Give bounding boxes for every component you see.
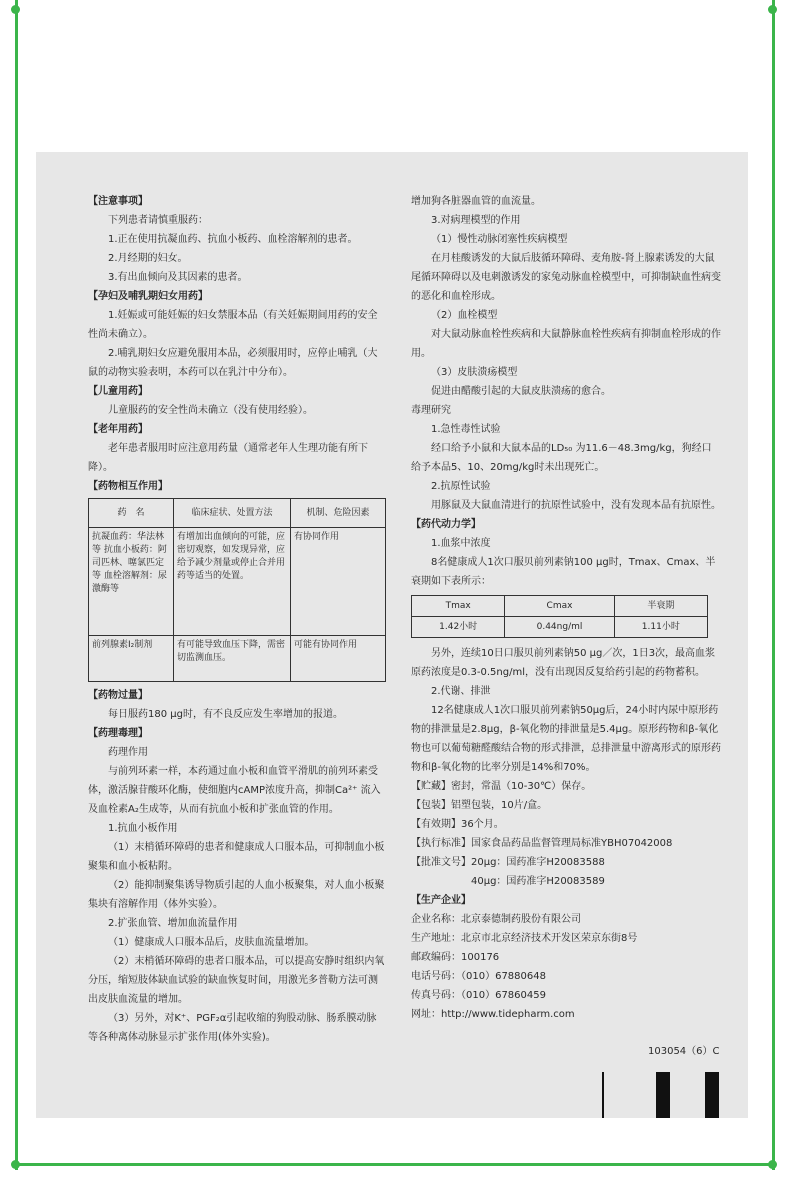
frame-top-dot-right xyxy=(768,5,777,14)
paragraph: （1）末梢循环障碍的患者和健康成人口服本品，可抑制血小板聚集和血小板粘附。 xyxy=(88,842,385,872)
pk-table-cell: 0.44ng/ml xyxy=(505,617,614,638)
paragraph: 1.血浆中浓度 xyxy=(431,538,491,549)
frame-right-line xyxy=(772,0,775,1170)
frame-left-line xyxy=(15,0,18,1170)
paragraph: 电话号码：（010）67880648 xyxy=(411,971,546,982)
paragraph: 传真号码：（010）67860459 xyxy=(411,990,546,1001)
left-column-text-continued xyxy=(88,686,386,1047)
paragraph: 网址：http://www.tidepharm.com xyxy=(411,1009,575,1020)
paragraph: （1）健康成人口服本品后，皮肤血流量增加。 xyxy=(108,937,315,948)
paragraph: 邮政编码：100176 xyxy=(411,952,500,963)
paragraph: 【贮藏】密封，常温（10-30℃）保存。 xyxy=(411,781,592,792)
left-column-text xyxy=(88,192,386,496)
right-column xyxy=(411,192,721,1024)
paragraph: 下列患者请慎重服药： xyxy=(108,215,208,226)
paragraph: 2.月经期的妇女。 xyxy=(108,253,188,264)
leaflet-paper xyxy=(36,152,748,1118)
paragraph: 增加狗各脏器血管的血流量。 xyxy=(411,196,541,207)
print-mark-bar xyxy=(705,1072,719,1118)
paragraph: 3.对病理模型的作用 xyxy=(431,215,521,226)
paragraph: 【执行标准】国家食品药品监督管理局标准YBH07042008 xyxy=(411,838,673,849)
paragraph: 生产地址：北京市北京经济技术开发区荣京东街8号 xyxy=(411,933,638,944)
frame-corner-dot-left xyxy=(11,1160,20,1169)
paragraph: 【有效期】36个月。 xyxy=(411,819,504,830)
paragraph: 2.代谢、排泄 xyxy=(431,686,491,697)
drug-table-header: 机制、危险因素 xyxy=(291,499,386,528)
paragraph: 企业名称：北京泰德制药股份有限公司 xyxy=(411,914,581,925)
drug-table-header: 药 名 xyxy=(89,499,174,528)
drug-table-cell: 可能有协同作用 xyxy=(291,636,386,682)
print-mark-bar xyxy=(656,1072,670,1118)
print-mark-bar xyxy=(602,1072,604,1118)
frame-bottom-line xyxy=(15,1163,775,1166)
paragraph: 1.正在使用抗凝血药、抗血小板药、血栓溶解剂的患者。 xyxy=(108,234,358,245)
drug-table-header: 临床症状、处置方法 xyxy=(174,499,291,528)
paragraph: 另外，连续10日口服贝前列素钠50 μg／次，1日3次，最高血浆原药浓度是0.3-0.5ng/ml，没有出现因反复给药引起的药物蓄积。 xyxy=(411,648,716,678)
section-heading: 【注意事项】 xyxy=(88,196,148,207)
paragraph: 儿童服药的安全性尚未确立（没有使用经验）。 xyxy=(108,405,313,416)
paragraph: （1）慢性动脉闭塞性疾病模型 xyxy=(431,234,568,245)
right-column-text xyxy=(411,192,721,591)
pk-table-header: 半衰期 xyxy=(614,596,707,617)
paragraph: 与前列环素一样，本药通过血小板和血管平滑肌的前列环素受体，激活腺苷酸环化酶，使细胞内cAMP浓度升高，抑制Ca²⁺ 流入及血栓素A₂生成等，从而有抗血小板和扩张血管的作用。 xyxy=(88,766,381,815)
paragraph: 40μg：国药准字H20083589 xyxy=(431,876,605,887)
pk-table-header: Cmax xyxy=(505,596,614,617)
pharmacokinetics-table xyxy=(411,595,708,638)
paragraph: 用豚鼠及大鼠血清进行的抗原性试验中，没有发现本品有抗原性。 xyxy=(431,500,721,511)
paragraph: 2.哺乳期妇女应避免服用本品，必须服用时，应停止哺乳（大鼠的动物实验表明，本药可以在乳汁中分布）。 xyxy=(88,348,378,378)
section-heading: 【药物过量】 xyxy=(88,690,148,701)
left-column xyxy=(88,192,386,1047)
paragraph: 老年患者服用时应注意用药量（通常老年人生理功能有所下降）。 xyxy=(88,443,368,473)
section-heading: 【老年用药】 xyxy=(88,424,148,435)
paragraph: 在月桂酸诱发的大鼠后肢循环障碍、麦角胺-肾上腺素诱发的大鼠尾循环障碍以及电刺激诱发的家兔动脉血栓模型中，可抑制缺血性病变的恶化和血栓形成。 xyxy=(411,253,721,302)
paragraph: （2）末梢循环障碍的患者口服本品，可以提高安静时组织内氧分压，缩短肢体缺血试验的缺血恢复时间，用激光多普勒方法可测出皮肤血流量的增加。 xyxy=(88,956,385,1005)
section-heading: 【儿童用药】 xyxy=(88,386,148,397)
paragraph: 促进由醋酸引起的大鼠皮肤溃疡的愈合。 xyxy=(431,386,611,397)
drug-table-cell: 有协同作用 xyxy=(291,528,386,636)
paragraph: 2.抗原性试验 xyxy=(431,481,491,492)
paragraph: 【批准文号】20μg：国药准字H20083588 xyxy=(411,857,605,868)
drug-table-cell: 有增加出血倾向的可能，应密切观察，如发现异常，应给予减少剂量或停止合并用药等适当的处置。 xyxy=(174,528,291,636)
paragraph: 1.抗血小板作用 xyxy=(108,823,178,834)
drug-table-cell: 有可能导致血压下降，需密切监测血压。 xyxy=(174,636,291,682)
section-heading: 【孕妇及哺乳期妇女用药】 xyxy=(88,291,208,302)
paragraph: 毒理研究 xyxy=(411,405,451,416)
paragraph: （3）皮肤溃疡模型 xyxy=(431,367,518,378)
drug-interaction-table xyxy=(88,498,386,682)
drug-table-cell: 前列腺素I₂制剂 xyxy=(89,636,174,682)
paragraph: 药理作用 xyxy=(108,747,148,758)
paragraph: （2）能抑制聚集诱导物质引起的人血小板聚集，对人血小板聚集块有溶解作用（体外实验）。 xyxy=(88,880,385,910)
paragraph: 8名健康成人1次口服贝前列素钠100 μg时，Tmax、Cmax、半衰期如下表所示： xyxy=(411,557,716,587)
paragraph: 1.妊娠或可能妊娠的妇女禁服本品（有关妊娠期间用药的安全性尚未确立）。 xyxy=(88,310,378,340)
pk-table-cell: 1.42小时 xyxy=(412,617,505,638)
frame-top-dot-left xyxy=(11,5,20,14)
paragraph: 经口给予小鼠和大鼠本品的LD₅₀ 为11.6－48.3mg/kg，狗经口给予本品5、10、20mg/kg时未出现死亡。 xyxy=(411,443,712,473)
paragraph: 2.扩张血管、增加血流量作用 xyxy=(108,918,238,929)
pk-table-cell: 1.11小时 xyxy=(614,617,707,638)
paragraph: 每日服药180 μg时，有不良反应发生率增加的报道。 xyxy=(108,709,343,720)
pk-table-header: Tmax xyxy=(412,596,505,617)
document-code: 103054（6）C xyxy=(648,1046,720,1057)
paragraph: 【包装】铝塑包装，10片/盒。 xyxy=(411,800,548,811)
paragraph: （2）血栓模型 xyxy=(431,310,498,321)
section-heading: 【药物相互作用】 xyxy=(88,481,168,492)
paragraph: （3）另外，对K⁺、PGF₂α引起收缩的狗股动脉、肠系膜动脉等各种离体动脉显示扩张作用(体外实验)。 xyxy=(88,1013,377,1043)
paragraph: 对大鼠动脉血栓性疾病和大鼠静脉血栓性疾病有抑制血栓形成的作用。 xyxy=(411,329,721,359)
drug-table-cell: 抗凝血药：华法林等 抗血小板药：阿司匹林、噻氯匹定等 血栓溶解剂：尿激酶等 xyxy=(89,528,174,636)
section-heading: 【药理毒理】 xyxy=(88,728,148,739)
paragraph: 12名健康成人1次口服贝前列素钠50μg后，24小时内尿中原形药物的排泄量是2.8μg，β-氧化物的排泄量是5.4μg。原形药物和β-氧化物也可以葡萄糖醛酸结合物的形式排泄，总排泄量中游离形式的原形药物和β-氧化物的比率分别是14%和70%。 xyxy=(411,705,721,773)
paragraph: 1.急性毒性试验 xyxy=(431,424,501,435)
frame-corner-dot-right xyxy=(768,1160,777,1169)
section-heading: 【生产企业】 xyxy=(411,895,471,906)
paragraph: 3.有出血倾向及其因素的患者。 xyxy=(108,272,248,283)
section-heading: 【药代动力学】 xyxy=(411,519,481,530)
right-column-text-continued xyxy=(411,644,721,1024)
